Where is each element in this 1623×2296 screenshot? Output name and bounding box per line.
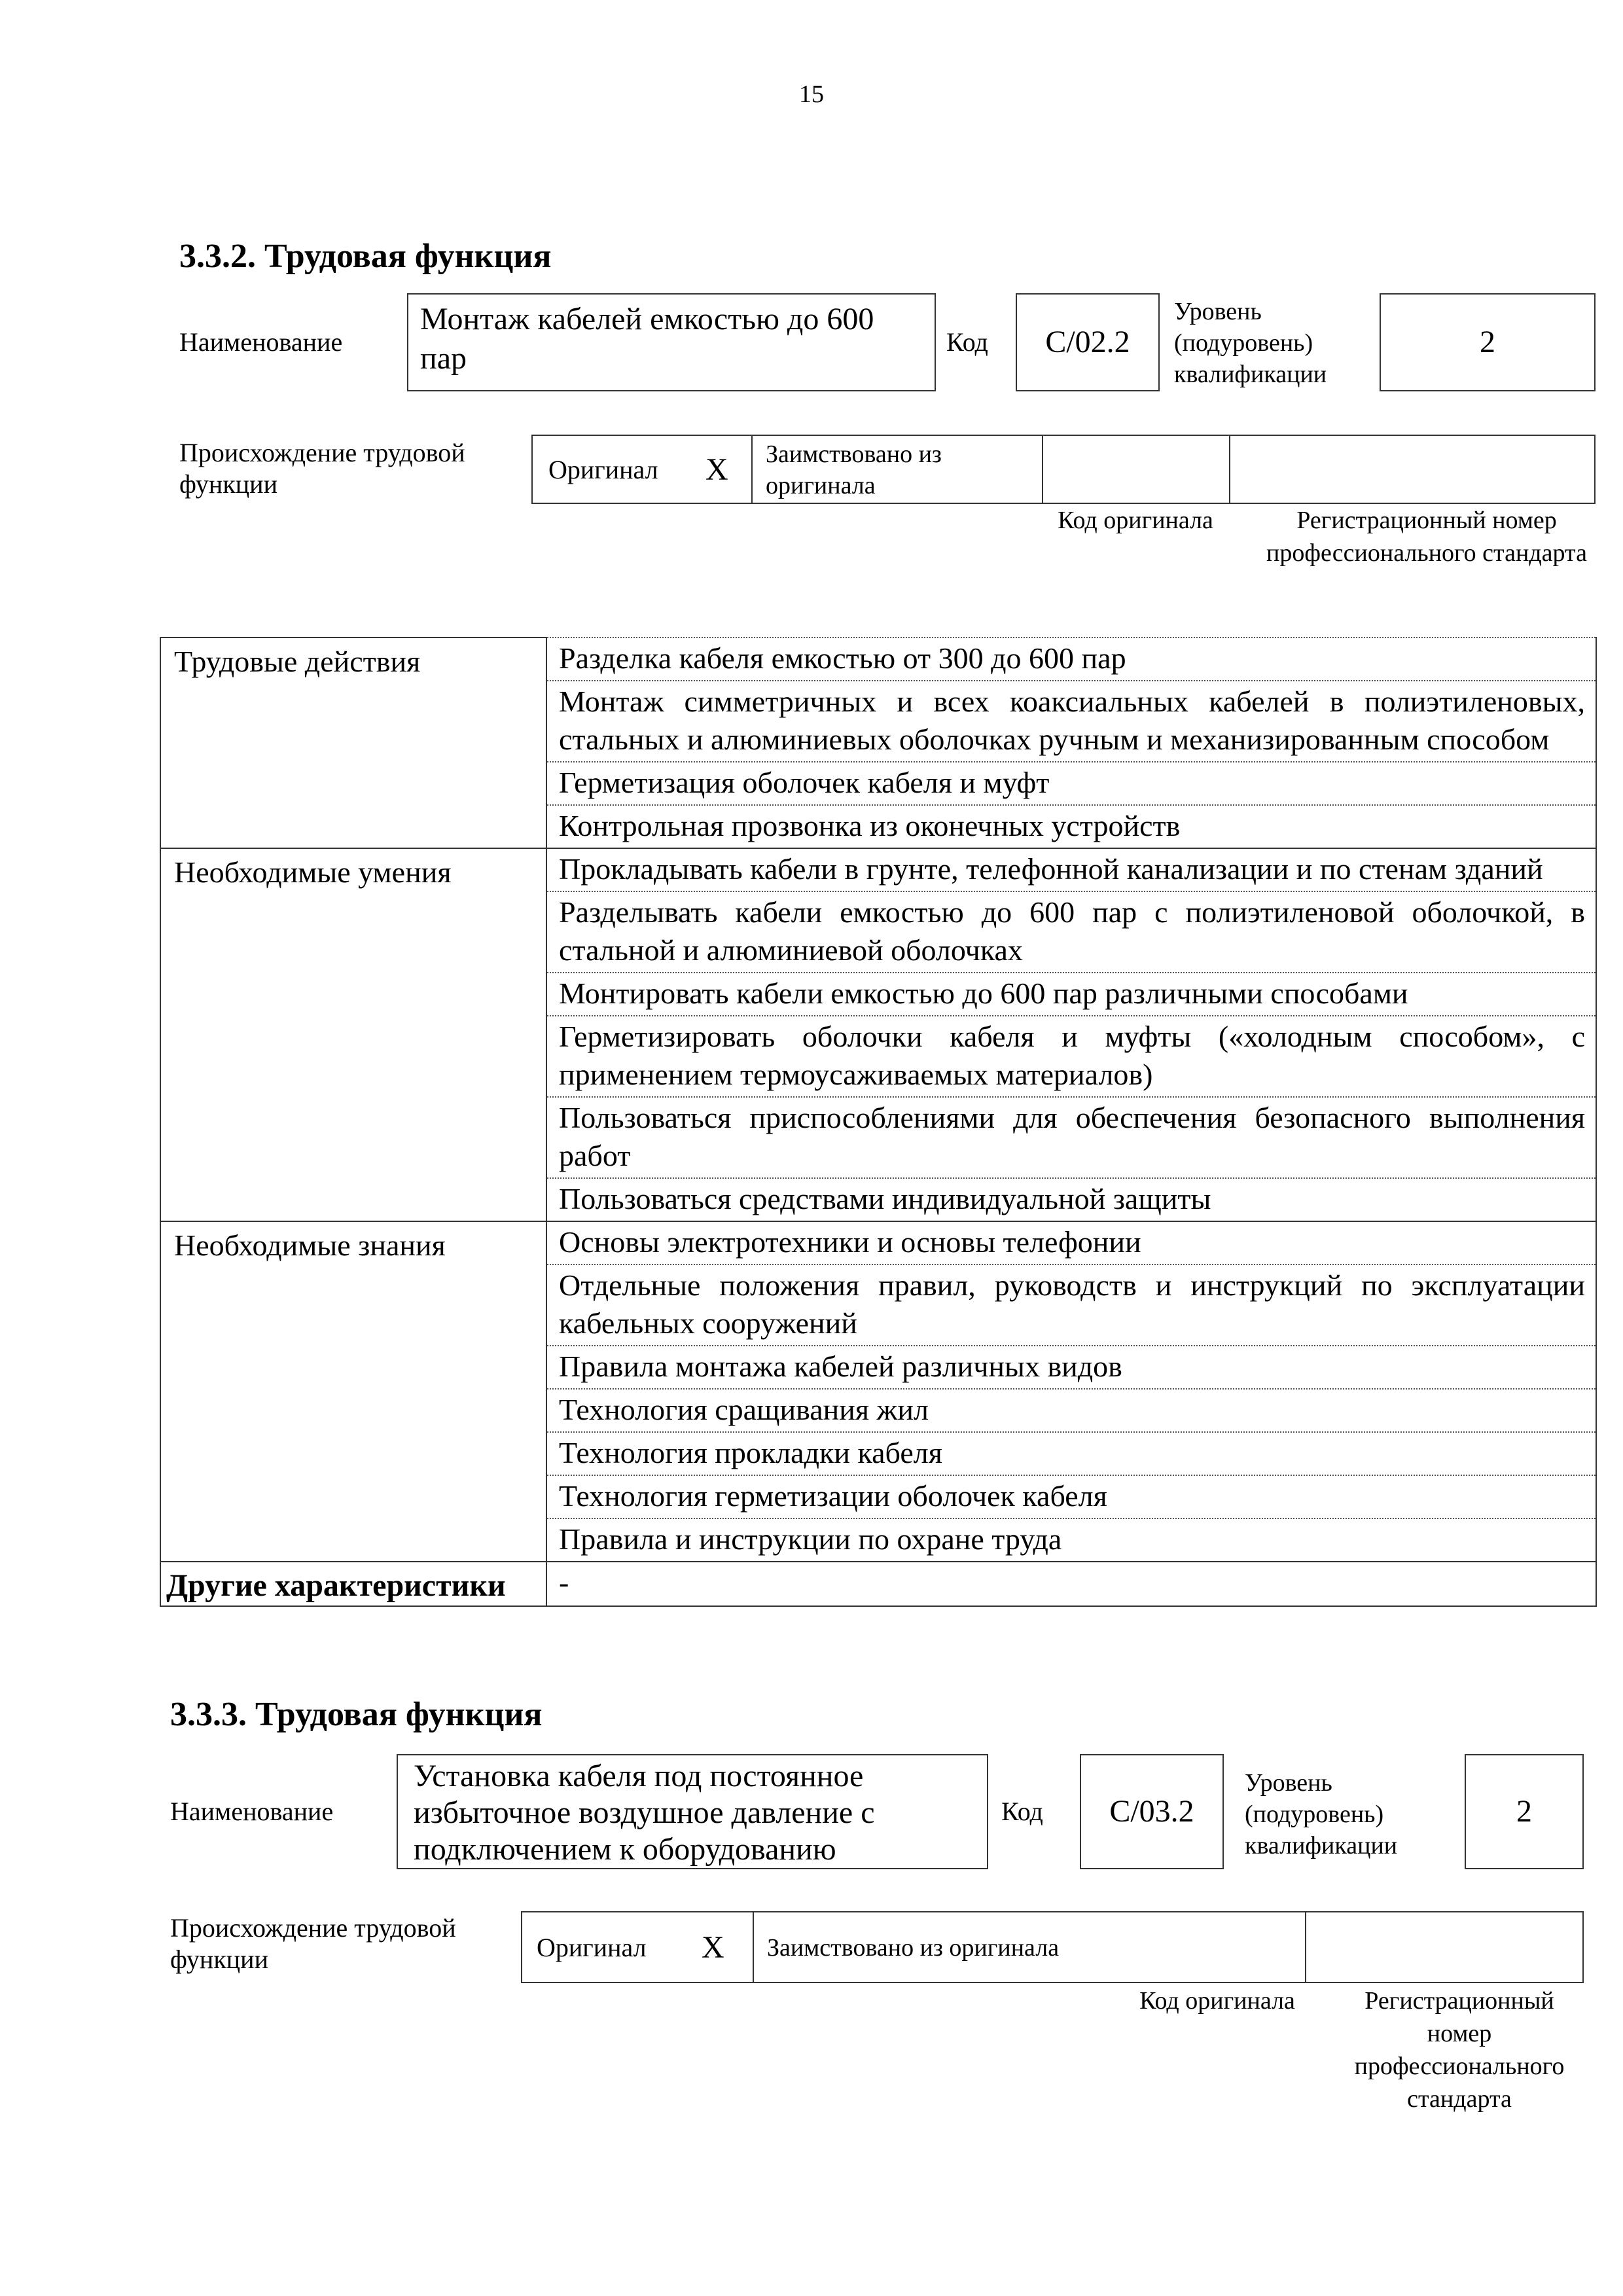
labor-function-table [160, 637, 1597, 1607]
divider [1042, 436, 1043, 504]
category-cell: Трудовые действия [160, 637, 546, 848]
page-number: 15 [799, 81, 824, 108]
table-cell: Прокладывать кабели в грунте, телефонной канализации и по стенам зданий [546, 848, 1596, 891]
table-cell: Герметизация оболочек кабеля и муфт [546, 762, 1596, 805]
category-cell: Необходимые знания [160, 1221, 546, 1562]
divider [753, 1912, 754, 1983]
section-heading: 3.3.2. Трудовая функция [179, 238, 552, 275]
code-value: C/02.2 [1016, 293, 1160, 391]
table-cell: Основы электротехники и основы телефонии [546, 1221, 1596, 1265]
borrowed-label: Заимствовано из оригинала [767, 1934, 1060, 1962]
table-cell: Разделывать кабели емкостью до 600 пар с полиэтиленовой оболочкой, в стальной и алюминиевой оболочках [546, 891, 1596, 973]
original-label: Оригинал [548, 455, 658, 484]
level-label: Уровень (подуровень) квалификации [1245, 1769, 1398, 1859]
section-heading: 3.3.3. Трудовая функция [170, 1696, 543, 1733]
table-cell: - [546, 1562, 1596, 1606]
code-label: Код [1001, 1797, 1043, 1826]
code-label: Код [946, 327, 988, 357]
origin-label: Происхождение трудовой функции [179, 438, 465, 499]
table-cell: Технология герметизации оболочек кабеля [546, 1475, 1596, 1518]
table-cell: Монтаж симметричных и всех коаксиальных кабелей в полиэтиленовых, стальных и алюминиевых оболочках ручным и механизированным способом [546, 681, 1596, 762]
table-cell: Технология сращивания жил [546, 1389, 1596, 1432]
divider [1229, 436, 1230, 504]
table-cell: Разделка кабеля емкостью от 300 до 600 пар [546, 637, 1596, 681]
origin-row [531, 435, 1596, 504]
code-value: C/03.2 [1080, 1754, 1224, 1869]
name-label: Наименование [179, 327, 343, 357]
reg-number-caption: Регистрационный номер профессионального стандарта [1354, 1987, 1565, 2113]
category-cell: Другие характеристики [160, 1562, 546, 1606]
original-label: Оригинал [537, 1933, 647, 1962]
level-label: Уровень (подуровень) квалификации [1174, 298, 1327, 388]
borrowed-label: Заимствовано из оригинала [766, 440, 942, 499]
table-cell: Отдельные положения правил, руководств и инструкций по эксплуатации кабельных сооружений [546, 1265, 1596, 1346]
name-value: Монтаж кабелей емкостью до 600 пар [407, 293, 936, 391]
table-cell: Герметизировать оболочки кабеля и муфты («холодным способом», с применением термоусаживаемых материалов) [546, 1016, 1596, 1097]
original-mark: X [705, 452, 728, 487]
table-cell: Правила и инструкции по охране труда [546, 1518, 1596, 1562]
table-row [160, 637, 1596, 681]
level-value: 2 [1380, 293, 1596, 391]
table-row [160, 1562, 1596, 1606]
code-original-caption: Код оригинала [1139, 1987, 1295, 2015]
table-cell: Технология прокладки кабеля [546, 1432, 1596, 1475]
level-value: 2 [1465, 1754, 1584, 1869]
reg-number-caption: Регистрационный номер профессионального стандарта [1266, 507, 1587, 567]
table-cell: Монтировать кабели емкостью до 600 пар различными способами [546, 973, 1596, 1016]
name-value: Установка кабеля под постоянное избыточное воздушное давление с подключением к оборудованию [397, 1754, 988, 1869]
origin-row [521, 1911, 1584, 1983]
table-cell: Пользоваться средствами индивидуальной защиты [546, 1178, 1596, 1221]
table-row [160, 1221, 1596, 1265]
original-mark: X [702, 1930, 724, 1965]
table-cell: Пользоваться приспособлениями для обеспечения безопасного выполнения работ [546, 1097, 1596, 1178]
table-cell: Контрольная прозвонка из оконечных устройств [546, 805, 1596, 848]
code-original-caption: Код оригинала [1058, 507, 1213, 534]
table-cell: Правила монтажа кабелей различных видов [546, 1346, 1596, 1389]
table-row [160, 848, 1596, 891]
category-cell: Необходимые умения [160, 848, 546, 1221]
divider [751, 436, 753, 504]
divider [1305, 1912, 1306, 1983]
name-label: Наименование [170, 1797, 334, 1826]
origin-label: Происхождение трудовой функции [170, 1913, 456, 1974]
